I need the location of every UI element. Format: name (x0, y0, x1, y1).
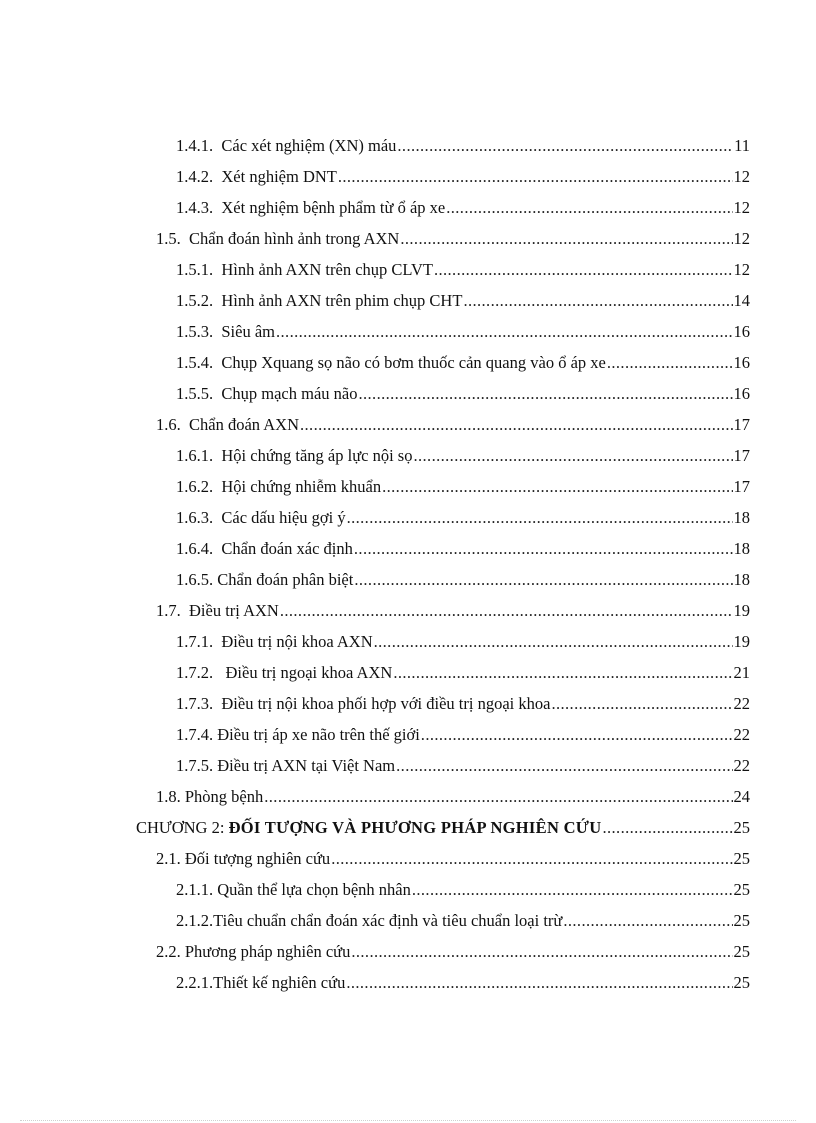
toc-dot-leader (412, 880, 733, 900)
toc-entry-page: 19 (733, 632, 750, 651)
toc-entry-number: 1.4.2. (176, 167, 214, 186)
toc-dot-leader (351, 942, 732, 962)
toc-entry[interactable] (176, 874, 750, 900)
toc-entry-title: Các dấu hiệu gợi ý (221, 508, 346, 527)
toc-entry-title: Xét nghiệm bệnh phẩm từ ổ áp xe (221, 198, 446, 217)
toc-entry-page: 22 (733, 725, 750, 744)
toc-entry[interactable] (176, 502, 750, 528)
toc-entry-title: Phương pháp nghiên cứu (184, 942, 351, 961)
toc-entry-title: Siêu âm (221, 322, 275, 341)
toc-entry-title: Đối tượng nghiên cứu (184, 849, 331, 868)
toc-entry-number: 2.2. (156, 942, 181, 961)
toc-dot-leader (400, 229, 732, 249)
toc-entry-number: 1.5.5. (176, 384, 214, 403)
toc-dot-leader (607, 353, 733, 373)
toc-entry-number: 1.6. (156, 415, 181, 434)
toc-entry-page: 22 (733, 756, 750, 775)
toc-entry[interactable] (176, 378, 750, 404)
toc-dot-leader (276, 322, 733, 342)
toc-entry[interactable] (176, 719, 750, 745)
toc-entry-number: 1.4.3. (176, 198, 214, 217)
toc-entry-page: 21 (733, 663, 750, 682)
toc-entry-title: Chụp Xquang sọ não có bơm thuốc cản quang vào ổ áp xe (221, 353, 606, 372)
toc-entry-title (229, 818, 602, 838)
toc-entry[interactable] (176, 657, 750, 683)
toc-dot-leader (374, 632, 733, 652)
toc-entry-number: CHƯƠNG 2: (136, 818, 225, 837)
toc-entry[interactable] (176, 316, 750, 342)
toc-entry-number: 1.6.4. (176, 539, 214, 558)
toc-entry-title: Điều trị áp xe não trên thế giới (217, 725, 420, 744)
toc-dot-leader (393, 663, 732, 683)
toc-entry-page: 17 (733, 415, 750, 434)
toc-entry-page: 24 (733, 787, 750, 806)
toc-entry[interactable] (176, 533, 750, 559)
toc-entry-title: Chẩn đoán AXN (189, 415, 299, 434)
toc-entry-page: 12 (733, 260, 750, 279)
toc-entry-title: Điều trị ngoại khoa AXN (225, 663, 393, 682)
toc-entry-number: 2.1.2. (176, 911, 214, 930)
toc-entry-number: 1.7.2. (176, 663, 214, 682)
toc-dot-leader (602, 818, 732, 838)
toc-entry-page: 17 (733, 446, 750, 465)
toc-entry-page: 25 (733, 973, 750, 992)
toc-entry-title: Điều trị nội khoa AXN (221, 632, 373, 651)
toc-dot-leader (446, 198, 732, 218)
toc-entry-page: 16 (733, 384, 750, 403)
toc-dot-leader (396, 756, 732, 776)
toc-entry-page: 12 (733, 198, 750, 217)
toc-entry-title: Chẩn đoán phân biệt (217, 570, 354, 589)
toc-chapter-title: ĐỐI TƯỢNG VÀ PHƯƠNG PHÁP NGHIÊN CỨU (228, 818, 602, 837)
toc-entry-title: Hội chứng nhiễm khuẩn (221, 477, 382, 496)
toc-entry[interactable] (156, 223, 750, 249)
toc-entry-page: 17 (733, 477, 750, 496)
toc-dot-leader (463, 291, 732, 311)
toc-dot-leader (354, 539, 733, 559)
toc-entry[interactable] (176, 688, 750, 714)
toc-entry[interactable] (156, 409, 750, 435)
toc-entry[interactable] (176, 750, 750, 776)
toc-entry-page: 11 (734, 136, 750, 155)
toc-entry-page: 22 (733, 694, 750, 713)
toc-entry-title: Chụp mạch máu não (221, 384, 358, 403)
toc-entry-page: 18 (733, 539, 750, 558)
toc-entry-number: 1.6.2. (176, 477, 214, 496)
toc-chapter-entry[interactable] (136, 812, 750, 838)
toc-entry-page: 14 (733, 291, 750, 310)
toc-entry[interactable] (176, 254, 750, 280)
toc-dot-leader (551, 694, 732, 714)
toc-entry-title: Thiết kế nghiên cứu (213, 973, 346, 992)
toc-entry-title: Chẩn đoán xác định (221, 539, 353, 558)
toc-entry-number: 1.4.1. (176, 136, 214, 155)
toc-entry-page: 12 (733, 229, 750, 248)
toc-entry-title: Hình ảnh AXN trên chụp CLVT (221, 260, 433, 279)
toc-entry-page: 25 (733, 849, 750, 868)
toc-dot-leader (346, 973, 732, 993)
toc-entry-title: Hội chứng tăng áp lực nội sọ (221, 446, 413, 465)
toc-entry[interactable] (176, 347, 750, 373)
toc-entry-number: 1.5. (156, 229, 181, 248)
toc-entry-page: 19 (733, 601, 750, 620)
toc-dot-leader (347, 508, 733, 528)
toc-dot-leader (397, 136, 733, 156)
toc-entry-page: 18 (733, 508, 750, 527)
toc-dot-leader (331, 849, 732, 869)
toc-dot-leader (434, 260, 733, 280)
toc-entry[interactable] (176, 564, 750, 590)
toc-dot-leader (264, 787, 732, 807)
toc-entry[interactable] (156, 843, 750, 869)
toc-dot-leader (354, 570, 732, 590)
toc-entry-title: Hình ảnh AXN trên phim chụp CHT (221, 291, 463, 310)
toc-entry-number: 1.7.5. (176, 756, 214, 775)
toc-entry-number: 2.1. (156, 849, 181, 868)
toc-entry-number: 1.7.3. (176, 694, 214, 713)
toc-entry-page: 16 (733, 353, 750, 372)
toc-entry-title: Điều trị AXN (189, 601, 279, 620)
toc-entry-number: 1.6.5. (176, 570, 214, 589)
toc-entry-title: Điều trị AXN tại Việt Nam (217, 756, 396, 775)
toc-entry[interactable] (176, 626, 750, 652)
toc-entry[interactable] (176, 130, 750, 156)
toc-entry-page: 25 (733, 818, 750, 837)
toc-entry-title: Tiêu chuẩn chẩn đoán xác định và tiêu chuẩn loại trừ (213, 911, 563, 930)
toc-entry[interactable] (176, 161, 750, 187)
toc-entry[interactable] (176, 471, 750, 497)
toc-entry-title: Điều trị nội khoa phối hợp với điều trị ngoại khoa (221, 694, 551, 713)
toc-entry-page: 25 (733, 880, 750, 899)
toc-dot-leader (300, 415, 733, 435)
toc-entry-number: 1.5.4. (176, 353, 214, 372)
toc-entry-number: 1.8. (156, 787, 181, 806)
toc-entry[interactable] (176, 905, 750, 931)
toc-entry-title: Quần thể lựa chọn bệnh nhân (217, 880, 411, 899)
toc-entry-number: 1.5.2. (176, 291, 214, 310)
toc-dot-leader (563, 911, 732, 931)
toc-entry[interactable] (156, 781, 750, 807)
toc-dot-leader (413, 446, 732, 466)
toc-dot-leader (338, 167, 733, 187)
toc-entry[interactable] (156, 936, 750, 962)
toc-entry[interactable] (176, 192, 750, 218)
toc-entry-page: 25 (733, 942, 750, 961)
toc-entry-page: 25 (733, 911, 750, 930)
toc-entry-title: Xét nghiệm DNT (221, 167, 337, 186)
toc-entry-page: 18 (733, 570, 750, 589)
toc-entry[interactable] (176, 440, 750, 466)
toc-entry-title: Các xét nghiệm (XN) máu (221, 136, 397, 155)
toc-dot-leader (358, 384, 732, 404)
toc-dot-leader (280, 601, 733, 621)
toc-entry-number: 1.6.3. (176, 508, 214, 527)
toc-entry-number: 1.7.1. (176, 632, 214, 651)
toc-entry-number: 2.1.1. (176, 880, 214, 899)
toc-entry[interactable] (156, 595, 750, 621)
toc-entry-number: 1.6.1. (176, 446, 214, 465)
toc-entry[interactable] (176, 285, 750, 311)
toc-entry-title: Phòng bệnh (184, 787, 264, 806)
toc-entry-number: 2.2.1. (176, 973, 214, 992)
toc-entry-page: 16 (733, 322, 750, 341)
toc-dot-leader (382, 477, 732, 497)
toc-entry-page: 12 (733, 167, 750, 186)
toc-entry[interactable] (176, 967, 750, 993)
toc-entry-title: Chẩn đoán hình ảnh trong AXN (189, 229, 400, 248)
page-bottom-dotted-rule (20, 1120, 796, 1122)
toc-entry-number: 1.5.1. (176, 260, 214, 279)
toc-entry-number: 1.7. (156, 601, 181, 620)
toc-dot-leader (421, 725, 733, 745)
toc-entry-number: 1.5.3. (176, 322, 214, 341)
toc-entry-number: 1.7.4. (176, 725, 214, 744)
